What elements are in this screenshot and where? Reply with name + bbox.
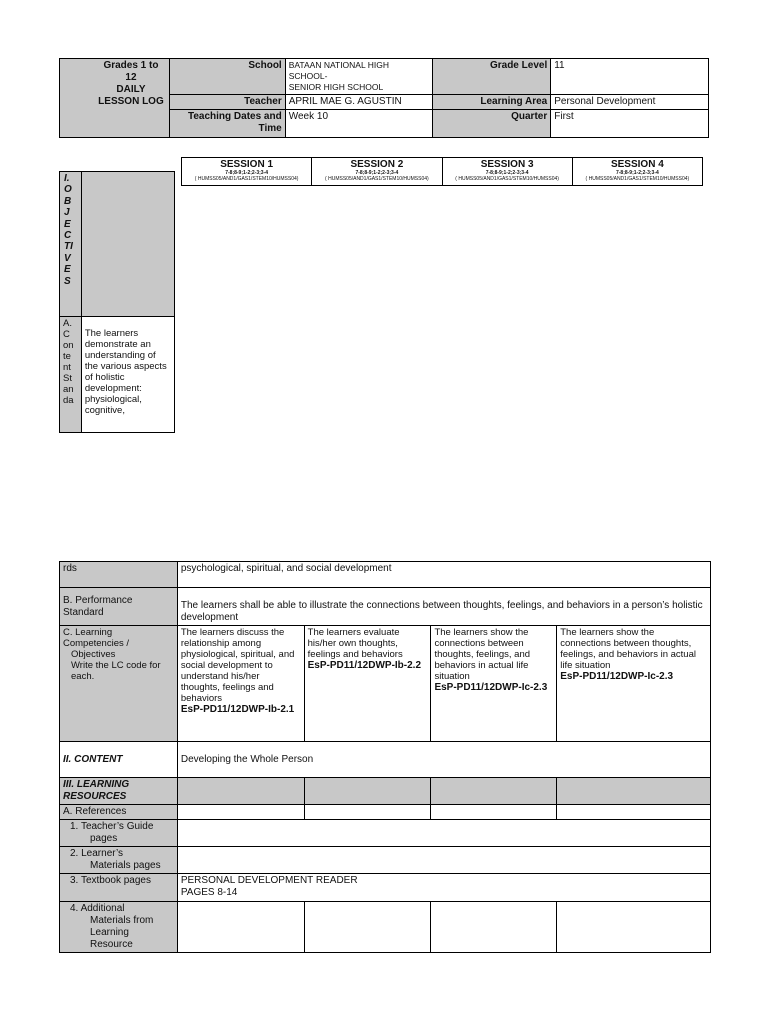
teacher-label: Teacher — [169, 95, 285, 110]
objectives-heading: I. O B J E C TI V E S — [60, 172, 82, 317]
rds-value: psychological, spiritual, and social development — [177, 562, 710, 588]
teachers-guide-label: 1. Teacher’s Guide pages — [60, 820, 178, 847]
lc-session-1: The learners discuss the relationship among physiological, spiritual, and social development to understand his/her thoughts, feelings and behaviors EsP-PD11/12DWP-Ib-2.1 — [177, 626, 304, 742]
lesson-plan-table — [59, 561, 711, 953]
learning-competencies-label: C. Learning Competencies / Objectives Write the LC code for each. — [60, 626, 178, 742]
school-label: School — [169, 59, 285, 95]
references-s1 — [177, 805, 304, 820]
school-value: BATAAN NATIONAL HIGH SCHOOL- SENIOR HIGH SCHOOL — [285, 59, 433, 95]
learners-materials-label: 2. Learner’s Materials pages — [60, 847, 178, 874]
grade-level-label: Grade Level — [433, 59, 551, 95]
teachers-guide-value — [177, 820, 710, 847]
additional-materials-s1 — [177, 902, 304, 953]
learners-materials-value — [177, 847, 710, 874]
sessions-header — [181, 157, 703, 186]
content-label: II. CONTENT — [60, 742, 178, 778]
resources-s3 — [431, 778, 557, 805]
teaching-dates-label: Teaching Dates and Time — [169, 110, 285, 138]
grade-level-value: 11 — [551, 59, 709, 95]
objectives-blank-cell — [81, 172, 174, 317]
session-2-header: SESSION 2 7-8;8-9;1-2;2-3;3-4 ( HUMSS05/AND1/GAS1/STEM10/HUMSS04) — [312, 158, 442, 186]
additional-materials-s2 — [304, 902, 431, 953]
lc-code: EsP-PD11/12DWP-Ib-2.1 — [180, 704, 295, 715]
content-value: Developing the Whole Person — [177, 742, 710, 778]
lesson-log-title: Grades 1 to 12 DAILY LESSON LOG — [60, 59, 170, 138]
content-standards-heading: A. C on te nt St an da — [60, 317, 82, 433]
quarter-label: Quarter — [433, 110, 551, 138]
additional-materials-label: 4. Additional Materials from Learning Resource — [60, 902, 178, 953]
content-standards-text: The learners demonstrate an understanding of the various aspects of holistic development: physiological, cognitive, — [81, 317, 174, 433]
resources-s2 — [304, 778, 431, 805]
session-1-header: SESSION 1 7-8;8-9;1-2;2-3;3-4 ( HUMSS05/AND1/GAS1/STEM10/HUMSS04) — [182, 158, 312, 186]
lc-code: EsP-PD11/12DWP-Ic-2.3 — [560, 671, 674, 682]
performance-standard-value: The learners shall be able to illustrate the connections between thoughts, feelings, and behaviors in a person’s holistic development — [177, 588, 710, 626]
learning-resources-label: III. LEARNING RESOURCES — [60, 778, 178, 805]
references-s2 — [304, 805, 431, 820]
resources-s1 — [177, 778, 304, 805]
lc-session-3: The learners show the connections between thoughts, feelings, and behaviors in actual life situation EsP-PD11/12DWP-Ic-2.3 — [431, 626, 557, 742]
session-4-header: SESSION 4 7-8;8-9;1-2;2-3;3-4 ( HUMSS05/AND1/GAS1/STEM10/HUMSS04) — [572, 158, 702, 186]
teaching-dates-value: Week 10 — [285, 110, 433, 138]
lc-code: EsP-PD11/12DWP-Ib-2.2 — [307, 660, 422, 671]
performance-standard-label: B. Performance Standard — [60, 588, 178, 626]
rds-label: rds — [60, 562, 178, 588]
additional-materials-s3 — [431, 902, 557, 953]
quarter-value: First — [551, 110, 709, 138]
objectives-table — [59, 171, 175, 433]
references-s4 — [557, 805, 711, 820]
textbook-pages-label: 3. Textbook pages — [60, 874, 178, 902]
learning-area-label: Learning Area — [433, 95, 551, 110]
header-table — [59, 58, 709, 138]
teacher-value: APRIL MAE G. AGUSTIN — [285, 95, 433, 110]
resources-s4 — [557, 778, 711, 805]
lc-code: EsP-PD11/12DWP-Ic-2.3 — [434, 682, 548, 693]
references-label: A. References — [60, 805, 178, 820]
learning-area-value: Personal Development — [551, 95, 709, 110]
lc-session-4: The learners show the connections between thoughts, feelings, and behaviors in actual life situation EsP-PD11/12DWP-Ic-2.3 — [557, 626, 711, 742]
additional-materials-s4 — [557, 902, 711, 953]
textbook-pages-value: PERSONAL DEVELOPMENT READER PAGES 8-14 — [177, 874, 710, 902]
lc-session-2: The learners evaluate his/her own thoughts, feelings and behaviors EsP-PD11/12DWP-Ib-2.2 — [304, 626, 431, 742]
references-s3 — [431, 805, 557, 820]
session-3-header: SESSION 3 7-8;8-9;1-2;2-3;3-4 ( HUMSS05/AND1/GAS1/STEM10/HUMSS04) — [442, 158, 572, 186]
